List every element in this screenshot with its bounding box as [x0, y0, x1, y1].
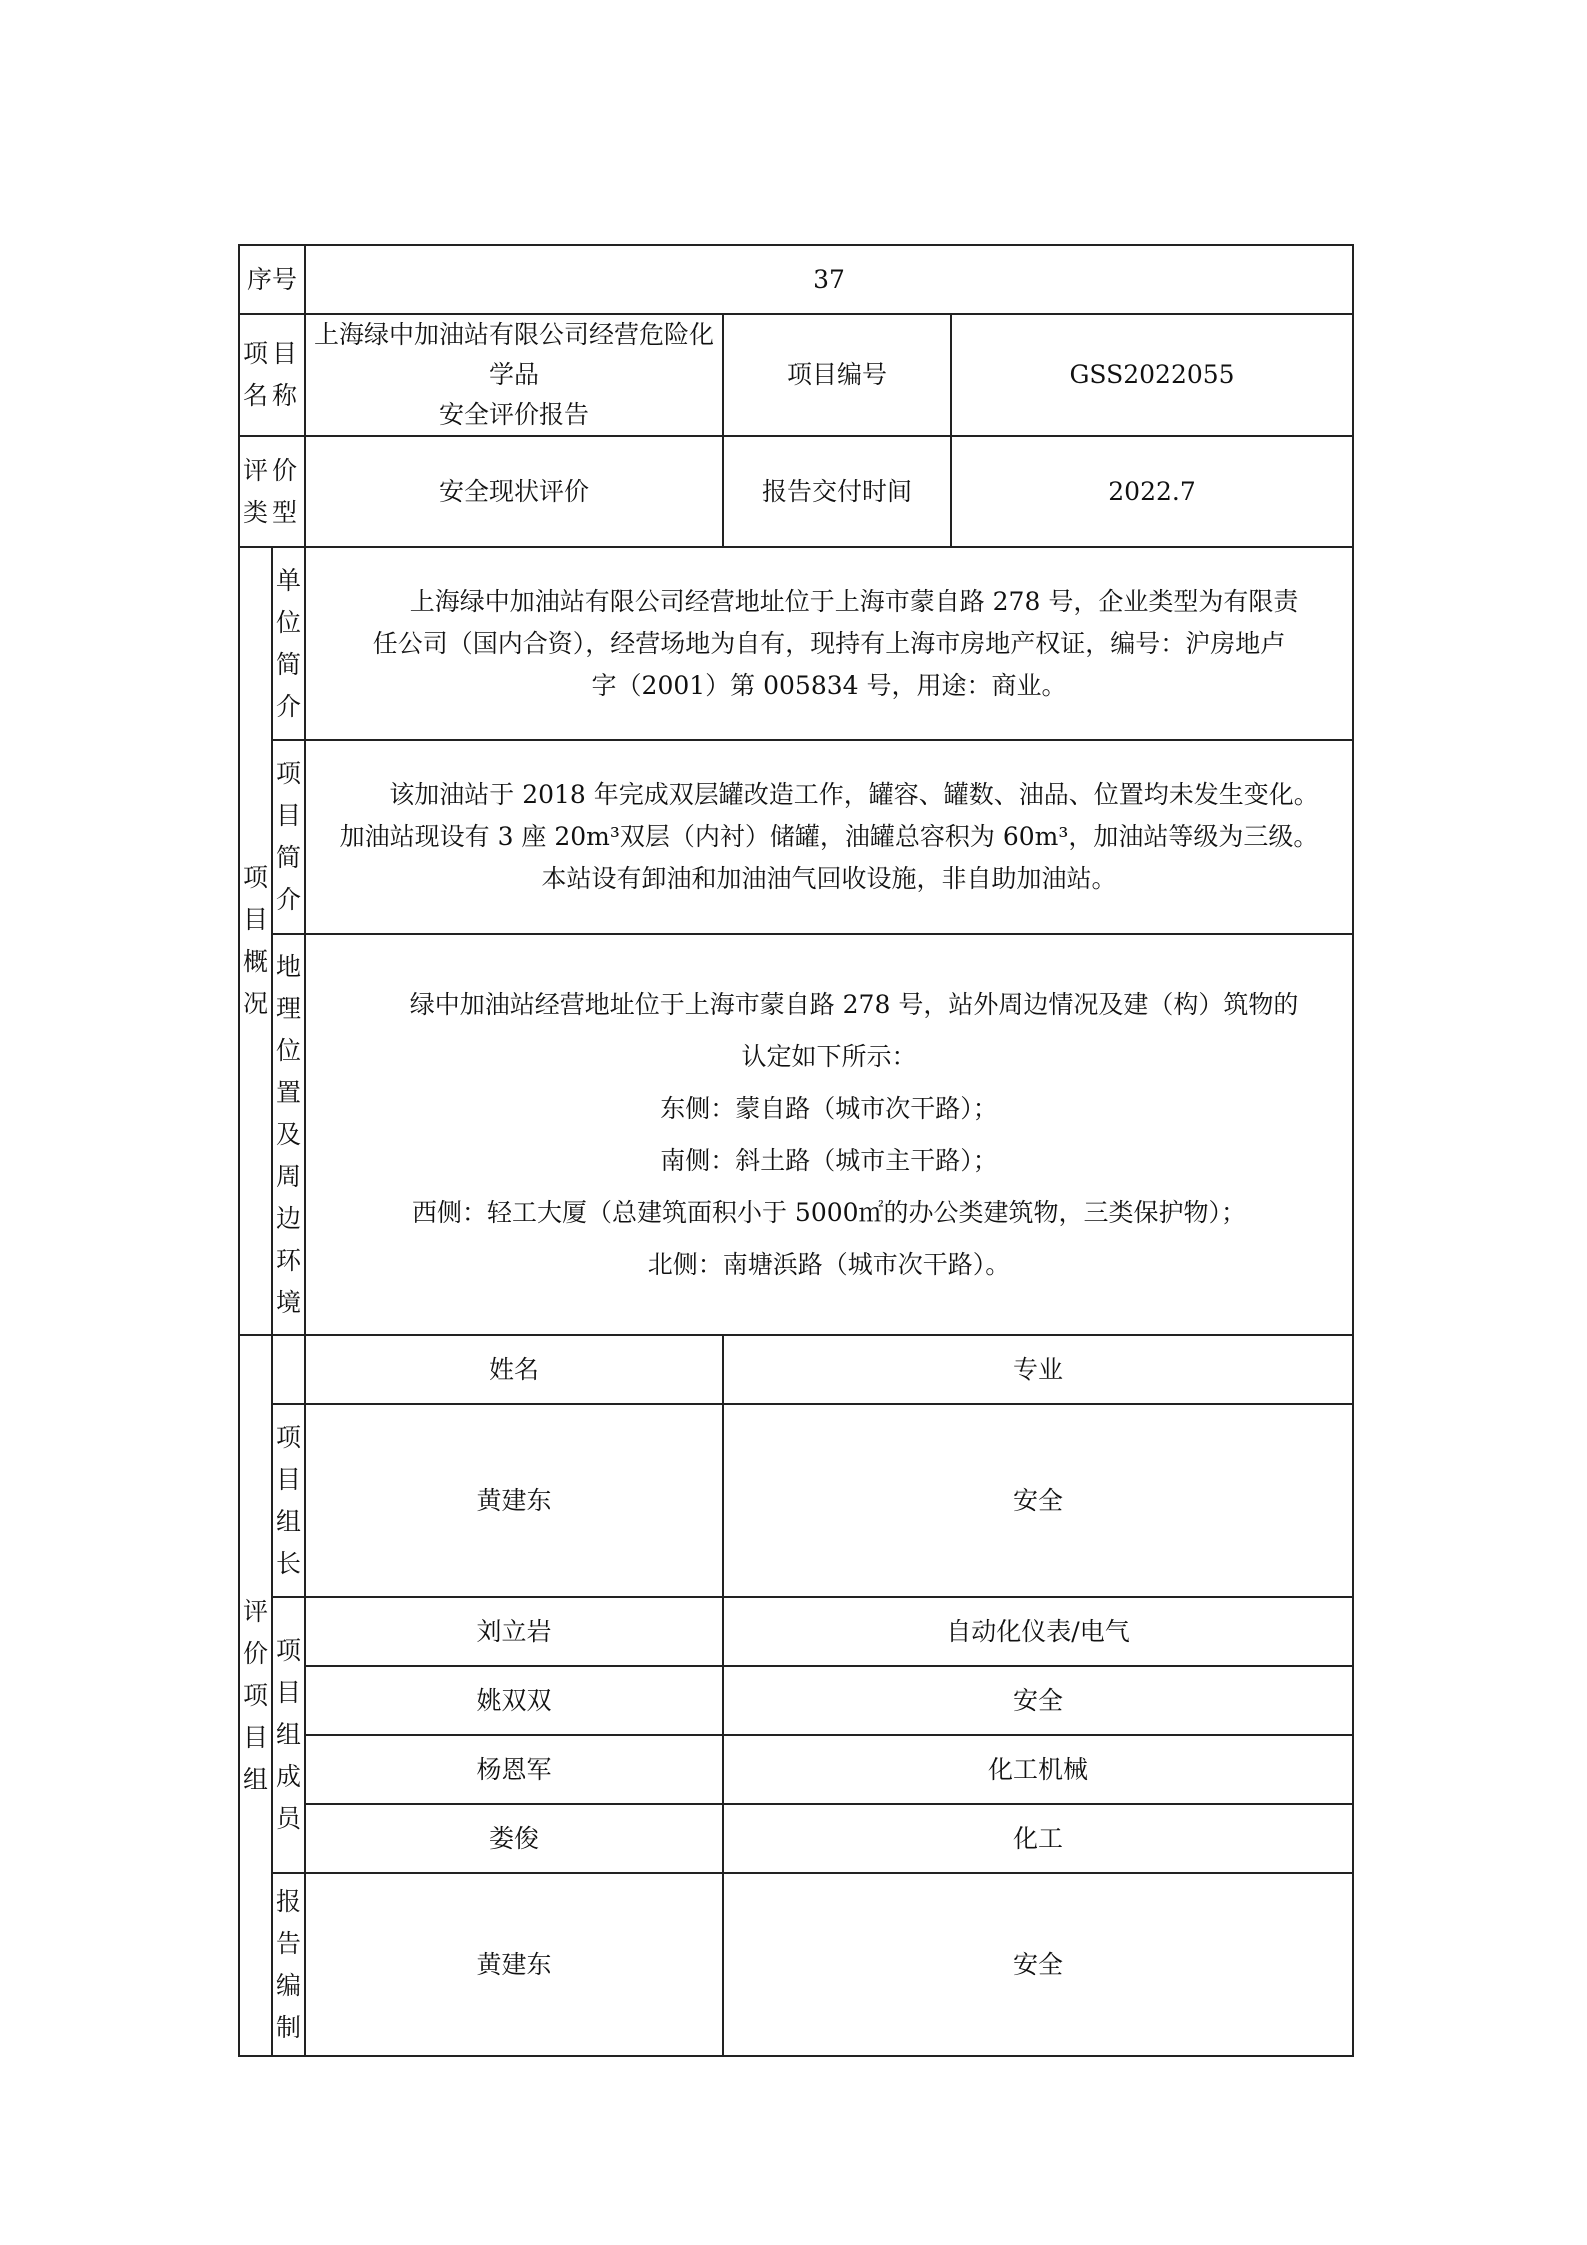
- table-row: [239, 1804, 1353, 1873]
- row-leader: [239, 1404, 1353, 1597]
- project-intro-text: [305, 740, 1353, 934]
- project-name-line-1: 上海绿中加油站有限公司经营危险化学品: [314, 320, 715, 389]
- unit-intro-line: 任公司（国内合资），经营场地为自有，现持有上海市房地产权证，编号：沪房地卢: [372, 628, 1286, 658]
- member-name: 姚双双: [305, 1666, 723, 1735]
- overview-label: [239, 547, 272, 1335]
- member-name: 刘立岩: [305, 1597, 723, 1666]
- project-name-value: [305, 314, 723, 436]
- seq-label: [239, 245, 305, 314]
- location-line: 认定如下所示：: [741, 1041, 917, 1071]
- leader-name: 黄建东: [305, 1404, 723, 1597]
- col-name-header: 姓名: [305, 1335, 723, 1404]
- row-eval-type: [239, 436, 1353, 547]
- leader-major: 安全: [723, 1404, 1353, 1597]
- eval-type-value: 安全现状评价: [305, 436, 723, 547]
- row-location: [239, 934, 1353, 1335]
- location-line: 绿中加油站经营地址位于上海市蒙自路 278 号，站外周边情况及建（构）筑物的: [409, 989, 1299, 1019]
- project-name-label: [239, 314, 305, 436]
- location-line-south: 南侧：斜土路（城市主干路）；: [660, 1145, 998, 1175]
- member-major: 自动化仪表/电气: [723, 1597, 1353, 1666]
- location-label: [272, 934, 305, 1335]
- member-major: 化工机械: [723, 1735, 1353, 1804]
- table-row: [239, 1666, 1353, 1735]
- unit-intro-line: 字（2001）第 005834 号，用途：商业。: [591, 670, 1067, 700]
- location-line-north: 北侧：南塘浜路（城市次干路）。: [647, 1249, 1011, 1279]
- author-label-text: 报告编制: [276, 1886, 302, 2042]
- evaluation-record-table: [238, 244, 1354, 2057]
- seq-label-text: 序号: [247, 264, 298, 294]
- author-name: 黄建东: [305, 1873, 723, 2056]
- col-major-header: 专业: [723, 1335, 1353, 1404]
- leader-label-text: 项目组长: [276, 1422, 302, 1578]
- project-name-label-text: 项目名称: [243, 339, 302, 410]
- project-intro-line: 该加油站于 2018 年完成双层罐改造工作，罐容、罐数、油品、位置均未发生变化。: [389, 780, 1319, 809]
- unit-intro-label-text: 单位简介: [276, 565, 302, 721]
- location-line-east: 东侧：蒙自路（城市次干路）；: [660, 1093, 998, 1123]
- leader-label: [272, 1404, 305, 1597]
- row-project-name: [239, 314, 1353, 436]
- project-no-label: 项目编号: [723, 314, 951, 436]
- project-no-value: GSS2022055: [951, 314, 1353, 436]
- members-label-text: 项目组成员: [276, 1636, 302, 1833]
- table-row: [239, 1735, 1353, 1804]
- delivery-time-label: 报告交付时间: [723, 436, 951, 547]
- members-label: [272, 1597, 305, 1873]
- row-author: [239, 1873, 1353, 2056]
- location-text: [305, 934, 1353, 1335]
- author-label: [272, 1873, 305, 2056]
- row-team-header: [239, 1335, 1353, 1404]
- eval-type-label: [239, 436, 305, 547]
- table-row: [239, 1597, 1353, 1666]
- unit-intro-line: 上海绿中加油站有限公司经营地址位于上海市蒙自路 278 号，企业类型为有限责: [409, 586, 1299, 616]
- member-major: 化工: [723, 1804, 1353, 1873]
- team-header-blank: [272, 1335, 305, 1404]
- project-intro-label-text: 项目简介: [276, 759, 302, 914]
- eval-type-label-text: 评价类型: [243, 455, 302, 527]
- unit-intro-label: [272, 547, 305, 740]
- overview-label-text: 项目概况: [243, 863, 269, 1018]
- row-unit-intro: [239, 547, 1353, 740]
- row-seq: [239, 245, 1353, 314]
- member-name: 杨恩军: [305, 1735, 723, 1804]
- project-intro-label: [272, 740, 305, 934]
- team-label-text: 评价项目组: [243, 1596, 269, 1794]
- author-major: 安全: [723, 1873, 1353, 2056]
- seq-value: 37: [305, 245, 1353, 314]
- unit-intro-text: [305, 547, 1353, 740]
- project-intro-line: 本站设有卸油和加油油气回收设施，非自助加油站。: [541, 864, 1117, 893]
- location-label-text: 地理位置及周边环境: [276, 951, 302, 1317]
- location-line-west: 西侧：轻工大厦（总建筑面积小于 5000㎡的办公类建筑物，三类保护物）；: [411, 1197, 1247, 1227]
- project-intro-line: 加油站现设有 3 座 20m³双层（内衬）储罐，油罐总容积为 60m³，加油站等级为三级。: [339, 822, 1319, 851]
- member-major: 安全: [723, 1666, 1353, 1735]
- project-name-line-2: 安全评价报告: [439, 400, 590, 429]
- row-project-intro: [239, 740, 1353, 934]
- member-name: 娄俊: [305, 1804, 723, 1873]
- team-label: [239, 1335, 272, 2056]
- delivery-time-value: 2022.7: [951, 436, 1353, 547]
